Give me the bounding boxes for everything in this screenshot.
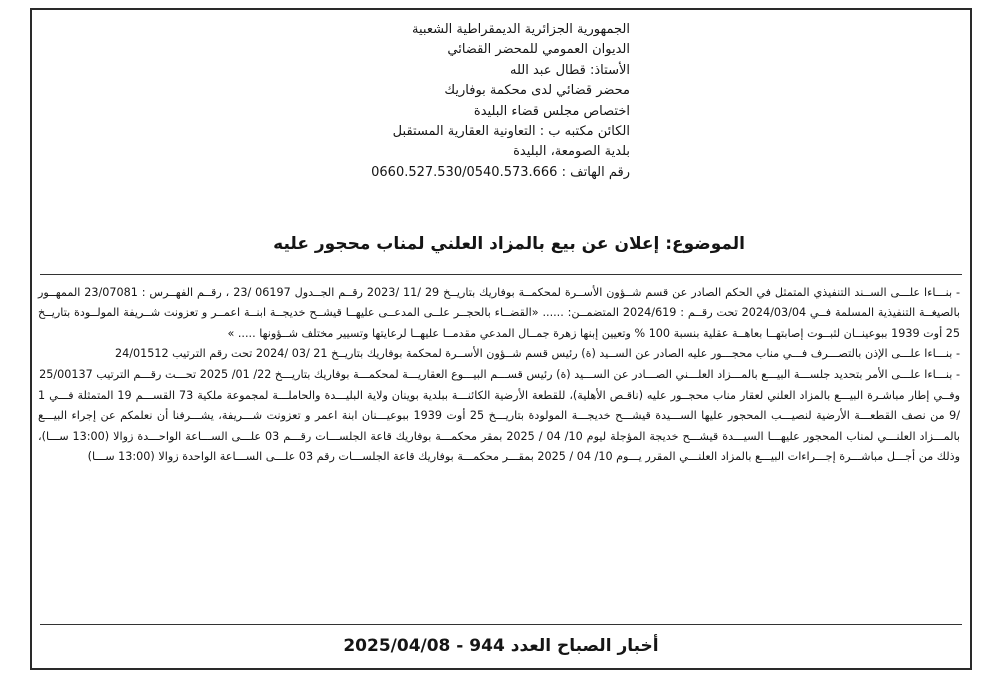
paragraph-disposal-permit: - بنـــاءا علـــى الإذن بالتصـــرف فـــي مناب محجـــور عليه الصادر عن الســيد (ة) رئيس قسم شــؤون الأســرة لمحكمة بوفاريك بتاريــخ 21 /03 /2024 تحت رقم الترتيب 24/01512 [38,344,960,364]
paragraph-auction-notice: وفــي إطار مباشـرة البيـــع بالمزاد العلني لعقار مناب محجــور عليه (ناقـص الأهلية)، للقطعة الأرضية الكائنـــة ببلدية بوينان ولاية البليـــدة والحاملـــة لمجموعة ملكية 73 القســـم 19 المتمثلة فـــي 1 /9 من نصف القطعـــة الأرضية لنصيـــب المحجور عليها الســـيدة قيشـــح خديجـــة المولودة بتاريـــخ 25 أوت 1939 ببوعيـــنان ابنة اعمر و تعزونت شـــريفة، يشـــرفنا أن نعلمكم عن إجراء البيـــع بالمـــزاد العلنـــي لمناب المحجور عليهـــا السيـــدة قيشـــح خديجة المؤجلة ليوم 10/ 04 / 2025 بمقر محكمـــة بوفاريك قاعة الجلســـات رقـــم 03 علـــى الســـاعة الواحـــدة زوالا (13:00 ســـا)، وذلك من أجـــل مباشـــرة إجـــراءات البيـــع بالمزاد العلنـــي المقرر يـــوم 10/ 04 / 2025 بمقـــر محكمـــة بوفاريك قاعة الجلســـات رقم 03 علـــى الســـاعة الواحدة زوالا (13:00 ســـا) [38,388,961,463]
subject-heading: الموضوع: إعلان عن بيع بالمزاد العلني لمناب محجور عليه [273,234,745,254]
header-office: الديوان العمومي للمحضر القضائي [447,42,630,58]
announcement-body [38,283,960,467]
bottom-divider [40,624,962,625]
header-country: الجمهورية الجزائرية الديمقراطية الشعبية [412,22,630,37]
header-municipality: بلدية الصومعة، البليدة [513,144,630,160]
header-court: محضر قضائي لدى محكمة بوفاريك [444,83,630,99]
header-office-address: الكائن مكتبه ب : التعاونية العقارية المستقبل [392,123,630,139]
header-phone: رقم الهاتف : 0660.527.530/0540.573.666 [371,164,630,180]
paragraph-sale-session-order: - بنـــاءا علـــى الأمر بتحديد جلســـة البيـــع بالمـــزاد العلـــني الصـــادر عن الســـيد (ة) رئيس قســـم البيـــوع العقاريـــة لمحكمـــة بوفاريك بتاريـــخ 22/ 01/ 2025 تحـــت رقـــم الترتيب 25/00137 [38,365,960,385]
newspaper-footer: أخبار الصباح العدد 944 - 2025/04/08 [343,636,659,656]
header-block [90,20,630,183]
header-bailiff-name: الأستاذ: قطال عبد الله [509,62,630,78]
header-jurisdiction: اختصاص مجلس قضاء البليدة [473,103,630,119]
top-divider [40,274,962,275]
paragraph-enforcement-title: - بنـــاءا علـــى الســند التنفيذي المتمثل في الحكم الصادر عن قسم شــؤون الأســرة لمحكمــة بوفاريك بتاريــخ 29 /11 /2023 رقــم الجــدول 06197 /23 ، رقــم الفهــرس : 23/07081 الممهــور بالصيغــة التنفيذية المسلمة فــي 2024/03/04 تحت رقــم : 2024/619 المتضمــن: ...... «القضــاء بالحجــر علــى المدعــى عليهــا قيشــح خديجــة ابنــة اعمــر و تعزونت شــريفة المولــودة بتاريــخ 25 أوت 1939 ببوعينــان لثبــوت إصابتهــا بعاهــة عقلية بنسبة 100 % وتعيين إبنها زهرة جمــال المدعي مقدمــا عليهــا لرعايتها وتسيير مختلف شــؤونها ..... » [38,283,960,344]
announcement-frame [30,8,972,670]
